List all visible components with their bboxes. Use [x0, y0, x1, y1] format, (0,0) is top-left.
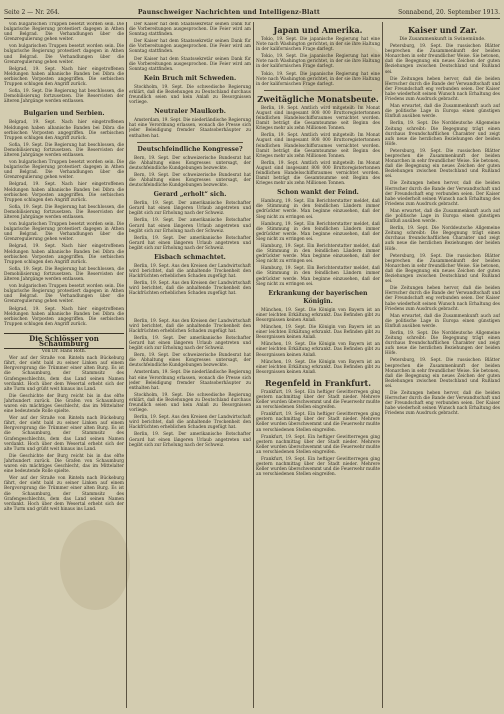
article-text: Berlin, 19. Sept. Der amerikanische Botschafter Gerard hat einen längeren Urlaub angetreten und begibt sich zur Erholung nach der Schweiz. [129, 218, 251, 234]
article-text: Berlin, 19. Sept. Amtlich wird mitgeteilt: Im Monat August sind insgesamt 808 000 Bruttoregistertonnen feindlichen Handelsschiffsraumes vernichtet worden. Damit beträgt die Gesamtsumme seit Beginn des Krieges mehr als zehn Millionen Tonnen. [256, 105, 380, 132]
article-text: Belgrad, 19. Sept. Nach hier eingetroffenen Meldungen haben albanische Banden bei Dibra die serbischen Vorposten angegriffen. Die serbischen Truppen schlugen den Angriff zurück. [4, 306, 124, 327]
article-heading: Bulgarien und Serbien. [23, 110, 105, 118]
article-text: Berlin, 19. Sept. Der amerikanische Botschafter Gerard hat einen längeren Urlaub angetreten und begibt sich zur Erholung nach der Schweiz. [129, 335, 251, 352]
article-heading: Kaiser und Zar. [407, 25, 478, 35]
article-text: Man erwartet, daß die Zusammenkunft auch auf die politische Lage in Europa einen günstigen Einfluß ausüben werde. [385, 104, 500, 120]
article-text: Hamburg, 19. Sept. Ein Berichterstatter meldet, daß die Stimmung in den feindlichen Ländern immer gedrückter werde. Man beginne einzusehen, daß der Sieg nicht zu erringen sei. [256, 199, 380, 220]
article-text: Petersburg, 19. Sept. Die russischen Blätter besprechen die Zusammenkunft der beiden Monarchen in sehr freundlicher Weise. Sie betonen, daß die Begegnung ein neues Zeichen der guten Beziehungen zwischen Deutschland und Rußland sei. [385, 44, 500, 75]
article-text: Wer auf der Straße von Rinteln nach Bückeburg fährt, der sieht bald zu seiner Linken auf einem Bergvorsprung die Trümmer einer alten Burg. Es ist die Schaumburg, der Stammsitz des Grafengeschlechts, dem das Land seinen Namen verdankt. Hoch über dem Wesertal erhebt sich der alte Turm und grüßt weit hinaus ins Land. [4, 476, 124, 512]
article-text: Petersburg, 19. Sept. Die russischen Blätter besprechen die Zusammenkunft der beiden Monarchen in sehr freundlicher Weise. Sie betonen, daß die Begegnung ein neues Zeichen der guten Beziehungen zwischen Deutschland und Rußland sei. [385, 148, 500, 180]
article-text: Sofia, 19. Sept. Die Regierung hat beschlossen, die Demobilisierung fortzusetzen. Die Reservisten der älteren Jahrgänge werden entlassen. [4, 266, 124, 283]
article-text: Hamburg, 19. Sept. Ein Berichterstatter meldet, daß die Stimmung in den feindlichen Ländern immer gedrückter werde. Man beginne einzusehen, daß der Sieg nicht zu erringen sei. [256, 244, 380, 265]
column-rule [126, 22, 127, 708]
article-text: Amsterdam, 19. Sept. Die niederländische Regierung hat eine Verordnung erlassen, wonach die Presse sich jeder Beleidigung fremder Staatsoberhäupter zu enthalten hat. [129, 118, 251, 139]
article-text: Belgrad, 19. Sept. Nach hier eingetroffenen Meldungen haben albanische Banden bei Dibra die serbischen Vorposten angegriffen. Die serbischen Truppen schlugen den Angriff zurück. [4, 244, 124, 265]
feature-byline: Von Dr. Hans Roth. [41, 349, 87, 355]
article-text: Bern, 19. Sept. Der schweizerische Bundesrat hat die Abhaltung eines Kongresses untersagt, der deutschfeindliche Kundgebungen bezweckte. [129, 353, 251, 369]
article-text: Sofia, 19. Sept. Die Regierung hat beschlossen, die Demobilisierung fortzusetzen. Die Reservisten der älteren Jahrgänge werden entlassen. [4, 89, 124, 105]
article-text: Die Zeitungen heben hervor, daß die beiden Herrscher durch die Bande der Verwandtschaft und der Freundschaft eng verbunden seien. Der Kaiser habe wiederholt seinen Wunsch nach Erhaltung des Friedens zum Ausdruck gebracht. [385, 391, 500, 417]
article-text: Wer auf der Straße von Rinteln nach Bückeburg fährt, der sieht bald zu seiner Linken auf einem Bergvorsprung die Trümmer einer alten Burg. Es ist die Schaumburg, der Stammsitz des Grafengeschlechts, dem das Land seinen Namen verdankt. Hoch über dem Wesertal erhebt sich der alte Turm und grüßt weit hinaus ins Land. [4, 416, 124, 452]
article-text: München, 19. Sept. Die Königin von Bayern ist an einer leichten Erkältung erkrankt. Das Befinden gibt zu Besorgnissen keinen Anlaß. [256, 359, 380, 375]
article-text: Wer auf der Straße von Rinteln nach Bückeburg fährt, der sieht bald zu seiner Linken auf einem Bergvorsprung die Trümmer einer alten Burg. Es ist die Schaumburg, der Stammsitz des Grafengeschlechts, dem das Land seinen Namen verdankt. Hoch über dem Wesertal erhebt sich der alte Turm und grüßt weit hinaus ins Land. [4, 356, 124, 392]
article-text: Berlin, 19. Sept. Der amerikanische Botschafter Gerard hat einen längeren Urlaub angetreten und begibt sich zur Erholung nach der Schweiz. [129, 432, 251, 448]
article-text: Berlin, 19. Sept. Die Norddeutsche Allgemeine Zeitung schreibt: Die Begegnung trägt einen durchaus freundschaftlichen Charakter und zeigt aufs neue die herzlichen Beziehungen der beiden Höfe. [385, 121, 500, 147]
article-text: Hamburg, 19. Sept. Ein Berichterstatter meldet, daß die Stimmung in den feindlichen Ländern immer gedrückter werde. Man beginne einzusehen, daß der Sieg nicht zu erringen sei. [256, 266, 380, 287]
article-heading: Zweitägliche Monatsbeute. [257, 93, 379, 104]
article-text: Berlin, 19. Sept. Aus den Kreisen der Landwirtschaft wird berichtet, daß die anhaltende Trockenheit den Hackfrüchten erheblichen Schaden zugefügt hat. [129, 318, 251, 334]
article-heading: Erkrankung der bayerischen Königin. [268, 289, 368, 305]
article-text: Tokio, 19. Sept. Die japanische Regierung hat eine Note nach Washington gerichtet, in der sie ihre Haltung in der kalifornischen Frage darlegt. [256, 54, 380, 70]
article-text: Stockholm, 19. Sept. Die schwedische Regierung erklärt, daß die Beziehungen zu Deutschland durchaus freundlich seien und kein Anlaß zu Besorgnissen vorliege. [129, 84, 251, 106]
article-text: Frankfurt, 19. Sept. Ein heftiger Gewitterregen ging gestern nachmittag über der Stadt nieder. Mehrere Keller wurden überschwemmt und die Feuerwehr mußte an verschiedenen Stellen eingreifen. [256, 412, 380, 433]
article-text: Sofia, 19. Sept. Die Regierung hat beschlossen, die Demobilisierung fortzusetzen. Die Reservisten der älteren Jahrgänge werden entlassen. [4, 204, 124, 220]
article-text: Amsterdam, 19. Sept. Die niederländische Regierung hat eine Verordnung erlassen, wonach die Presse sich jeder Beleidigung fremder Staatsoberhäupter zu enthalten hat. [129, 370, 251, 391]
separator [137, 142, 243, 143]
article-text: Der Kaiser hat dem Staatssekretär seinen Dank für die Vorbereitungen ausgesprochen. Die Feier wird am Sonntag stattfinden. [129, 56, 251, 72]
article-text: Belgrad, 19. Sept. Nach hier eingetroffenen Meldungen haben albanische Banden bei Dibra die serbischen Vorposten angegriffen. Die serbischen Truppen schlugen den Angriff zurück. [4, 120, 124, 141]
article-subheading: Die Zusammenkunft in Swinemünde. [399, 37, 486, 42]
article-text: Hamburg, 19. Sept. Ein Berichterstatter meldet, daß die Stimmung in den feindlichen Ländern immer gedrückter werde. Man beginne einzusehen, daß der Sieg nicht zu erringen sei. [256, 221, 380, 242]
article-heading: Kein Bruch mit Schweden. [143, 74, 237, 82]
masthead [4, 6, 500, 19]
article-text: von bulgarischen Truppen besetzt worden sein. Die bulgarische Regierung protestiert dagegen in Athen und Belgrad. Die Verhandlungen über die Grenzregulierung gehen weiter. [4, 22, 124, 43]
article-text: Berlin, 19. Sept. Der amerikanische Botschafter Gerard hat einen längeren Urlaub angetreten und begibt sich zur Erholung nach der Schweiz. [129, 235, 251, 251]
article-text: Petersburg, 19. Sept. Die russischen Blätter besprechen die Zusammenkunft der beiden Monarchen in sehr freundlicher Weise. Sie betonen, daß die Begegnung ein neues Zeichen der guten Beziehungen zwischen Deutschland und Rußland sei. [385, 253, 500, 285]
article-text: Tokio, 19. Sept. Die japanische Regierung hat eine Note nach Washington gerichtet, in der sie ihre Haltung in der kalifornischen Frage darlegt. [256, 37, 380, 53]
column-4 [385, 22, 500, 708]
article-text: Berlin, 19. Sept. Der amerikanische Botschafter Gerard hat einen längeren Urlaub angetreten und begibt sich zur Erholung nach der Schweiz. [129, 201, 251, 217]
article-heading: Regenfeld in Frankfurt. [264, 377, 372, 388]
article-text: von bulgarischen Truppen besetzt worden sein. Die bulgarische Regierung protestiert dagegen in Athen und Belgrad. Die Verhandlungen über die Grenzregulierung gehen weiter. [4, 44, 124, 65]
article-text: von bulgarischen Truppen besetzt worden sein. Die bulgarische Regierung protestiert dagegen in Athen und Belgrad. Die Verhandlungen über die Grenzregulierung gehen weiter. [4, 222, 124, 243]
column-3 [256, 22, 380, 708]
masthead-date: Sonnabend, 20. September 1913. [398, 8, 500, 16]
column-1 [4, 22, 124, 708]
article-text: Berlin, 19. Sept. Die Norddeutsche Allgemeine Zeitung schreibt: Die Begegnung trägt einen durchaus freundschaftlichen Charakter und zeigt aufs neue die herzlichen Beziehungen der beiden Höfe. [385, 226, 500, 252]
article-heading: Neutraler Maulkorb. [154, 108, 226, 116]
article-text: Die Geschichte der Burg reicht bis in das elfte Jahrhundert zurück. Die Grafen von Schaumburg waren ein mächtiges Geschlecht, das im Mittelalter eine bedeutende Rolle spielte. [4, 393, 124, 415]
article-text: Frankfurt, 19. Sept. Ein heftiger Gewitterregen ging gestern nachmittag über der Stadt nieder. Mehrere Keller wurden überschwemmt und die Feuerwehr mußte an verschiedenen Stellen eingreifen. [256, 457, 380, 478]
article-text: Die Geschichte der Burg reicht bis in das elfte Jahrhundert zurück. Die Grafen von Schaumburg waren ein mächtiges Geschlecht, das im Mittelalter eine bedeutende Rolle spielte. [4, 453, 124, 475]
column-2 [129, 22, 251, 708]
article-text: Berlin, 19. Sept. Die Norddeutsche Allgemeine Zeitung schreibt: Die Begegnung trägt einen durchaus freundschaftlichen Charakter und zeigt aufs neue die herzlichen Beziehungen der beiden Höfe. [385, 330, 500, 357]
article-text: Bern, 19. Sept. Der schweizerische Bundesrat hat die Abhaltung eines Kongresses untersagt, der deutschfeindliche Kundgebungen bezweckte. [129, 172, 251, 189]
article-text: Berlin, 19. Sept. Aus den Kreisen der Landwirtschaft wird berichtet, daß die anhaltende Trockenheit den Hackfrüchten erheblichen Schaden zugefügt hat. [129, 264, 251, 280]
article-text: Belgrad, 19. Sept. Nach hier eingetroffenen Meldungen haben albanische Banden bei Dibra die serbischen Vorposten angegriffen. Die serbischen Truppen schlugen den Angriff zurück. [4, 182, 124, 203]
masthead-title: Paunschweiger Nachrichten und Intelligenz-Blatt [137, 8, 320, 16]
article-text: München, 19. Sept. Die Königin von Bayern ist an einer leichten Erkältung erkrankt. Das Befinden gibt zu Besorgnissen keinen Anlaß. [256, 307, 380, 323]
article-heading: Gerard „erholt“ sich. [153, 191, 227, 199]
article-text: Die Zeitungen heben hervor, daß die beiden Herrscher durch die Bande der Verwandtschaft und der Freundschaft eng verbunden seien. Der Kaiser habe wiederholt seinen Wunsch nach Erhaltung des Friedens zum Ausdruck gebracht. [385, 181, 500, 207]
article-text: Berlin, 19. Sept. Aus den Kreisen der Landwirtschaft wird berichtet, daß die anhaltende Trockenheit den Hackfrüchten erheblichen Schaden zugefügt hat. [129, 281, 251, 297]
article-text: Petersburg, 19. Sept. Die russischen Blätter besprechen die Zusammenkunft der beiden Monarchen in sehr freundlicher Weise. Sie betonen, daß die Begegnung ein neues Zeichen der guten Beziehungen zwischen Deutschland und Rußland sei. [385, 358, 500, 389]
column-rule [382, 22, 383, 708]
article-text: Man erwartet, daß die Zusammenkunft auch auf die politische Lage in Europa einen günstigen Einfluß ausüben werde. [385, 313, 500, 329]
article-heading: Schon wankt der Feind. [277, 189, 359, 197]
article-text: Belgrad, 19. Sept. Nach hier eingetroffenen Meldungen haben albanische Banden bei Dibra die serbischen Vorposten angegriffen. Die serbischen Truppen schlugen den Angriff zurück. [4, 66, 124, 88]
feature-heading: Die Schlösser von Schaumburg [4, 333, 124, 349]
article-text: Der Kaiser hat dem Staatssekretär seinen Dank für die Vorbereitungen ausgesprochen. Die Feier wird am Sonntag stattfinden. [129, 22, 251, 38]
article-text: Sofia, 19. Sept. Die Regierung hat beschlossen, die Demobilisierung fortzusetzen. Die Reservisten der älteren Jahrgänge werden entlassen. [4, 142, 124, 158]
article-text: Man erwartet, daß die Zusammenkunft auch auf die politische Lage in Europa einen günstigen Einfluß ausüben werde. [385, 208, 500, 225]
article-text: Der Kaiser hat dem Staatssekretär seinen Dank für die Vorbereitungen ausgesprochen. Die Feier wird am Sonntag stattfinden. [129, 39, 251, 55]
article-text: Berlin, 19. Sept. Aus den Kreisen der Landwirtschaft wird berichtet, daß die anhaltende Trockenheit den Hackfrüchten erheblichen Schaden zugefügt hat. [129, 415, 251, 431]
article-text: Frankfurt, 19. Sept. Ein heftiger Gewitterregen ging gestern nachmittag über der Stadt nieder. Mehrere Keller wurden überschwemmt und die Feuerwehr mußte an verschiedenen Stellen eingreifen. [256, 434, 380, 455]
article-text: Tokio, 19. Sept. Die japanische Regierung hat eine Note nach Washington gerichtet, in der sie ihre Haltung in der kalifornischen Frage darlegt. [256, 71, 380, 87]
article-heading: Japan und Amerika. [273, 25, 363, 35]
article-heading: Eisbach schmachtet. [154, 254, 226, 261]
article-text: Die Zeitungen heben hervor, daß die beiden Herrscher durch die Bande der Verwandtschaft und der Freundschaft eng verbunden seien. Der Kaiser habe wiederholt seinen Wunsch nach Erhaltung des Friedens zum Ausdruck gebracht. [385, 76, 500, 103]
article-text: Stockholm, 19. Sept. Die schwedische Regierung erklärt, daß die Beziehungen zu Deutschland durchaus freundlich seien und kein Anlaß zu Besorgnissen vorliege. [129, 392, 251, 414]
article-text: München, 19. Sept. Die Königin von Bayern ist an einer leichten Erkältung erkrankt. Das Befinden gibt zu Besorgnissen keinen Anlaß. [256, 342, 380, 358]
separator [264, 90, 372, 91]
article-text: München, 19. Sept. Die Königin von Bayern ist an einer leichten Erkältung erkrankt. Das Befinden gibt zu Besorgnissen keinen Anlaß. [256, 325, 380, 341]
article-text: Bern, 19. Sept. Der schweizerische Bundesrat hat die Abhaltung eines Kongresses untersagt, der deutschfeindliche Kundgebungen bezweckte. [129, 155, 251, 171]
article-text: von bulgarischen Truppen besetzt worden sein. Die bulgarische Regierung protestiert dagegen in Athen und Belgrad. Die Verhandlungen über die Grenzregulierung gehen weiter. [4, 160, 124, 181]
article-text: Die Zeitungen heben hervor, daß die beiden Herrscher durch die Bande der Verwandtschaft und der Freundschaft eng verbunden seien. Der Kaiser habe wiederholt seinen Wunsch nach Erhaltung des Friedens zum Ausdruck gebracht. [385, 286, 500, 312]
article-text: Berlin, 19. Sept. Amtlich wird mitgeteilt: Im Monat August sind insgesamt 808 000 Bruttoregistertonnen feindlichen Handelsschiffsraumes vernichtet worden. Damit beträgt die Gesamtsumme seit Beginn des Krieges mehr als zehn Millionen Tonnen. [256, 160, 380, 187]
masthead-left: Seite 2 — Nr. 264. [4, 8, 60, 16]
column-rule [253, 22, 254, 708]
article-heading: Deutschfeindliche Kongresse? [137, 145, 243, 153]
article-text: von bulgarischen Truppen besetzt worden sein. Die bulgarische Regierung protestiert dagegen in Athen und Belgrad. Die Verhandlungen über die Grenzregulierung gehen weiter. [4, 284, 124, 305]
article-text: Frankfurt, 19. Sept. Ein heftiger Gewitterregen ging gestern nachmittag über der Stadt nieder. Mehrere Keller wurden überschwemmt und die Feuerwehr mußte an verschiedenen Stellen eingreifen. [256, 389, 380, 411]
article-text: Berlin, 19. Sept. Amtlich wird mitgeteilt: Im Monat August sind insgesamt 808 000 Bruttoregistertonnen feindlichen Handelsschiffsraumes vernichtet worden. Damit beträgt die Gesamtsumme seit Beginn des Krieges mehr als zehn Millionen Tonnen. [256, 133, 380, 159]
